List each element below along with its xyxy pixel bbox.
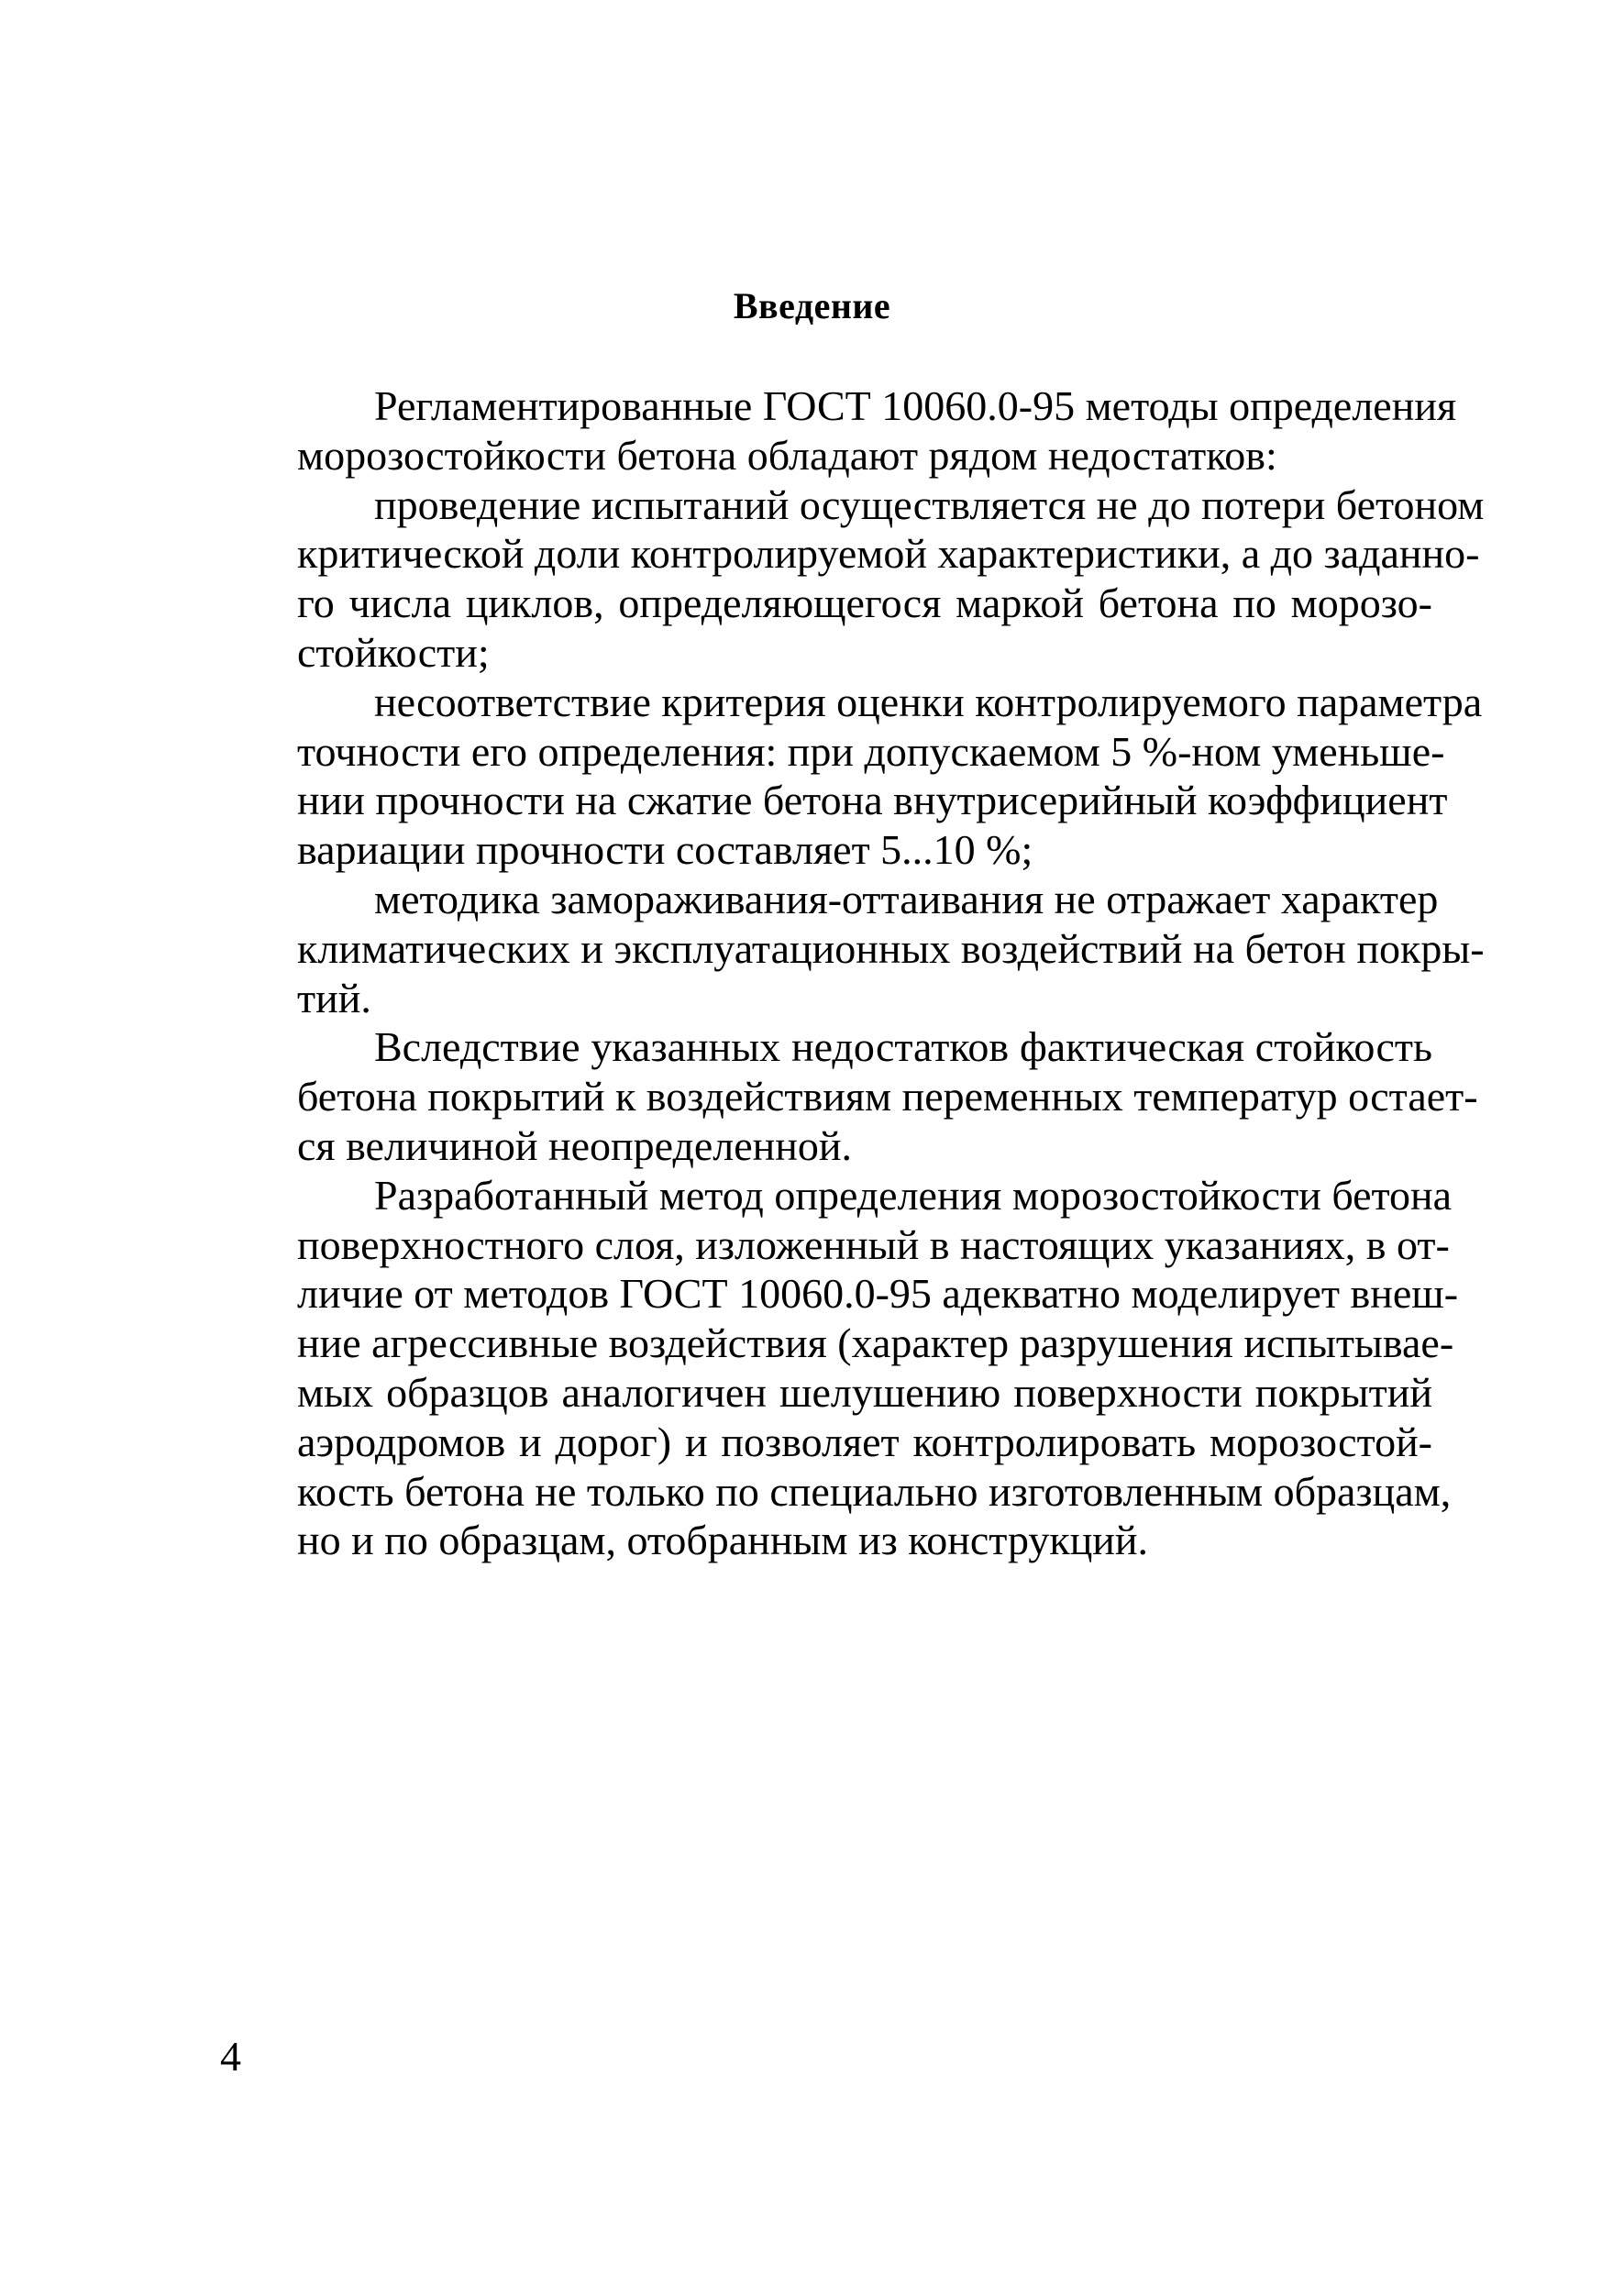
text-line: методика замораживания-оттаивания не отражает характер xyxy=(374,875,1439,922)
text-line: личие от методов ГОСТ 10060.0-95 адекватно моделирует внеш- xyxy=(297,1270,1459,1318)
text-line: Разработанный метод определения морозостойкости бетона xyxy=(374,1171,1453,1219)
text-line: Вследствие указанных недостатков фактическая стойкость xyxy=(374,1023,1432,1071)
text-line: несоответствие критерия оценки контролируемого параметра xyxy=(374,678,1483,725)
paragraph-consequence xyxy=(220,1022,1478,1170)
text-line: морозостойкости бетона обладают рядом недостатков: xyxy=(297,431,1277,479)
text-line: поверхностного слоя, изложенный в настоящих указаниях, в от- xyxy=(297,1220,1450,1268)
text-line: ние агрессивные воздействия (характер разрушения испытывае- xyxy=(297,1319,1454,1367)
text-line: мых образцов аналогичен шелушению поверхности покрытий xyxy=(297,1368,1432,1416)
paragraph-drawback-1 xyxy=(220,480,1485,678)
text-line: стойкости; xyxy=(297,628,490,676)
text-line: точности его определения: при допускаемом 5 %-ном уменьше- xyxy=(297,727,1445,775)
text-line: климатических и эксплуатационных воздействий на бетон покры- xyxy=(297,924,1485,972)
paragraph-method xyxy=(220,1171,1459,1565)
text-line: го числа циклов, определяющегося маркой бетона по морозо- xyxy=(297,580,1432,627)
text-line: аэродромов и дорог) и позволяет контролировать морозостой- xyxy=(297,1418,1432,1465)
body-text xyxy=(220,381,1485,1565)
text-line: проведение испытаний осуществляется не до потери бетоном xyxy=(374,480,1485,528)
paragraph-drawback-2 xyxy=(220,678,1483,875)
page-number: 4 xyxy=(220,2033,241,2080)
section-heading: Введение xyxy=(733,285,891,326)
text-line: бетона покрытий к воздействиям переменных температур остает- xyxy=(297,1073,1478,1120)
text-line: тий. xyxy=(297,974,371,1021)
text-line: кость бетона не только по специально изготовленным образцам, xyxy=(297,1467,1452,1515)
text-line: но и по образцам, отобранным из конструкций. xyxy=(297,1517,1149,1564)
text-line: ся величиной неопределенной. xyxy=(297,1121,853,1169)
paragraph-intro xyxy=(220,381,1457,480)
text-line: вариации прочности составляет 5...10 %; xyxy=(297,826,1033,874)
text-line: критической доли контролируемой характеристики, а до заданно- xyxy=(297,530,1480,578)
text-line: Регламентированные ГОСТ 10060.0-95 методы определения xyxy=(374,382,1457,429)
paragraph-drawback-3 xyxy=(220,875,1485,1022)
text-line: нии прочности на сжатие бетона внутрисерийный коэффициент xyxy=(297,777,1448,824)
